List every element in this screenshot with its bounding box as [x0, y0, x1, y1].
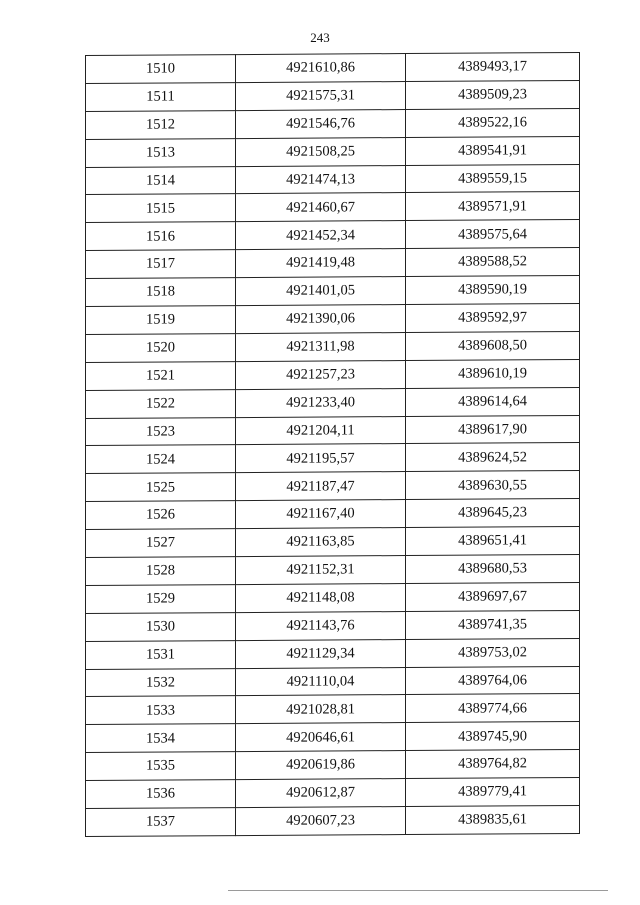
table-row	[86, 164, 580, 195]
point-number-cell: 1516	[86, 222, 236, 251]
y-coordinate-cell: 4389764,06	[406, 666, 580, 695]
y-coordinate-cell: 4389610,19	[406, 359, 580, 388]
y-coordinate-cell: 4389835,61	[406, 806, 580, 835]
y-coordinate-cell: 4389509,23	[406, 80, 580, 109]
x-coordinate-cell: 4921546,76	[236, 109, 406, 138]
point-number-cell: 1521	[86, 361, 236, 390]
point-number-cell: 1537	[86, 808, 236, 837]
x-coordinate-cell: 4921152,31	[236, 556, 406, 585]
table-row	[86, 722, 580, 753]
table-row	[86, 80, 580, 111]
x-coordinate-cell: 4921401,05	[236, 277, 406, 306]
coordinates-table	[85, 52, 580, 837]
point-number-cell: 1536	[86, 780, 236, 809]
x-coordinate-cell: 4921143,76	[236, 611, 406, 640]
y-coordinate-cell: 4389617,90	[406, 415, 580, 444]
point-number-cell: 1525	[86, 473, 236, 502]
point-number-cell: 1535	[86, 752, 236, 781]
table-row	[86, 248, 580, 279]
y-coordinate-cell: 4389774,66	[406, 694, 580, 723]
x-coordinate-cell: 4921187,47	[236, 472, 406, 501]
table-row	[86, 192, 580, 223]
x-coordinate-cell: 4920646,61	[236, 723, 406, 752]
table-row	[86, 750, 580, 781]
table-row	[86, 555, 580, 586]
y-coordinate-cell: 4389624,52	[406, 443, 580, 472]
y-coordinate-cell: 4389764,82	[406, 750, 580, 779]
point-number-cell: 1519	[86, 306, 236, 335]
table-row	[86, 359, 580, 390]
x-coordinate-cell: 4921233,40	[236, 388, 406, 417]
x-coordinate-cell: 4921167,40	[236, 500, 406, 529]
x-coordinate-cell: 4921110,04	[236, 667, 406, 696]
point-number-cell: 1532	[86, 668, 236, 697]
x-coordinate-cell: 4921257,23	[236, 360, 406, 389]
x-coordinate-cell: 4921610,86	[236, 54, 406, 83]
point-number-cell: 1513	[86, 138, 236, 167]
coordinates-table-body	[86, 52, 580, 836]
point-number-cell: 1523	[86, 417, 236, 446]
y-coordinate-cell: 4389680,53	[406, 555, 580, 584]
y-coordinate-cell: 4389745,90	[406, 722, 580, 751]
x-coordinate-cell: 4921129,34	[236, 639, 406, 668]
y-coordinate-cell: 4389522,16	[406, 108, 580, 137]
x-coordinate-cell: 4921575,31	[236, 81, 406, 110]
table-row	[86, 694, 580, 725]
x-coordinate-cell: 4921460,67	[236, 193, 406, 222]
y-coordinate-cell: 4389779,41	[406, 778, 580, 807]
x-coordinate-cell: 4921195,57	[236, 444, 406, 473]
table-row	[86, 778, 580, 809]
point-number-cell: 1520	[86, 333, 236, 362]
point-number-cell: 1527	[86, 529, 236, 558]
x-coordinate-cell: 4921508,25	[236, 137, 406, 166]
y-coordinate-cell: 4389741,35	[406, 610, 580, 639]
point-number-cell: 1524	[86, 445, 236, 474]
point-number-cell: 1531	[86, 640, 236, 669]
point-number-cell: 1522	[86, 389, 236, 418]
x-coordinate-cell: 4920619,86	[236, 751, 406, 780]
y-coordinate-cell: 4389651,41	[406, 527, 580, 556]
x-coordinate-cell: 4921204,11	[236, 416, 406, 445]
y-coordinate-cell: 4389753,02	[406, 638, 580, 667]
y-coordinate-cell: 4389645,23	[406, 499, 580, 528]
x-coordinate-cell: 4920612,87	[236, 779, 406, 808]
y-coordinate-cell: 4389608,50	[406, 331, 580, 360]
x-coordinate-cell: 4921163,85	[236, 528, 406, 557]
y-coordinate-cell: 4389630,55	[406, 471, 580, 500]
page-number: 243	[310, 30, 330, 45]
table-row	[86, 471, 580, 502]
table-row	[86, 610, 580, 641]
y-coordinate-cell: 4389588,52	[406, 248, 580, 277]
table-row	[86, 136, 580, 167]
table-row	[86, 52, 580, 83]
table-row	[86, 108, 580, 139]
x-coordinate-cell: 4921311,98	[236, 332, 406, 361]
y-coordinate-cell: 4389614,64	[406, 387, 580, 416]
y-coordinate-cell: 4389571,91	[406, 192, 580, 221]
point-number-cell: 1510	[86, 55, 236, 84]
x-coordinate-cell: 4921028,81	[236, 695, 406, 724]
x-coordinate-cell: 4921474,13	[236, 165, 406, 194]
y-coordinate-cell: 4389575,64	[406, 220, 580, 249]
table-row	[86, 303, 580, 334]
x-coordinate-cell: 4921148,08	[236, 583, 406, 612]
table-row	[86, 582, 580, 613]
y-coordinate-cell: 4389559,15	[406, 164, 580, 193]
table-row	[86, 638, 580, 669]
x-coordinate-cell: 4921390,06	[236, 305, 406, 334]
table-row	[86, 499, 580, 530]
point-number-cell: 1526	[86, 501, 236, 530]
point-number-cell: 1512	[86, 110, 236, 139]
table-row	[86, 415, 580, 446]
point-number-cell: 1533	[86, 696, 236, 725]
table-row	[86, 331, 580, 362]
x-coordinate-cell: 4920607,23	[236, 807, 406, 836]
point-number-cell: 1534	[86, 724, 236, 753]
bottom-rule	[228, 890, 608, 891]
y-coordinate-cell: 4389697,67	[406, 582, 580, 611]
point-number-cell: 1517	[86, 250, 236, 279]
table-row	[86, 220, 580, 251]
y-coordinate-cell: 4389493,17	[406, 52, 580, 81]
point-number-cell: 1514	[86, 166, 236, 195]
table-row	[86, 666, 580, 697]
point-number-cell: 1511	[86, 82, 236, 111]
table-row	[86, 443, 580, 474]
y-coordinate-cell: 4389592,97	[406, 303, 580, 332]
x-coordinate-cell: 4921419,48	[236, 249, 406, 278]
table-row	[86, 806, 580, 837]
table-row	[86, 527, 580, 558]
table-row	[86, 387, 580, 418]
point-number-cell: 1530	[86, 612, 236, 641]
point-number-cell: 1529	[86, 585, 236, 614]
table-row	[86, 276, 580, 307]
y-coordinate-cell: 4389541,91	[406, 136, 580, 165]
x-coordinate-cell: 4921452,34	[236, 221, 406, 250]
point-number-cell: 1518	[86, 278, 236, 307]
point-number-cell: 1515	[86, 194, 236, 223]
point-number-cell: 1528	[86, 557, 236, 586]
y-coordinate-cell: 4389590,19	[406, 276, 580, 305]
